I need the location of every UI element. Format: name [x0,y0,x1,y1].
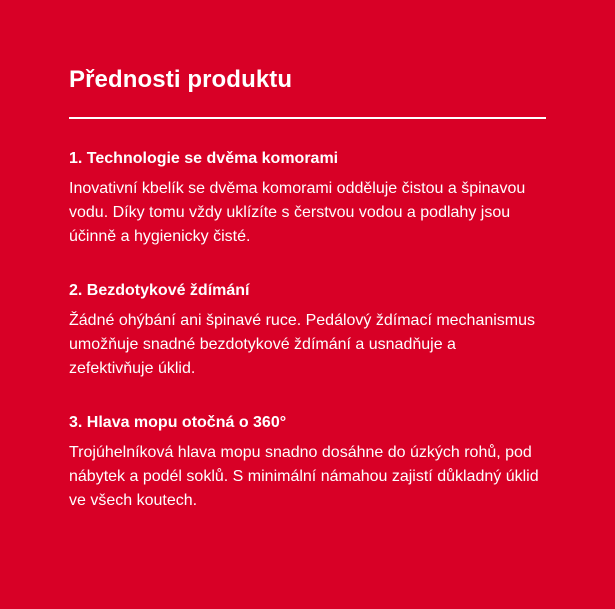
feature-item-two-chamber [69,148,545,249]
features-list [69,148,545,513]
title-divider [69,117,546,119]
feature-heading: 1. Technologie se dvěma komorami [69,150,339,167]
feature-description: Žádné ohýbání ani špinavé ruce. Pedálový ždímací mechanismus umožňuje snadné bezdotykové ždímání a usnadňuje a zefektivňuje úklid. [69,312,536,377]
feature-heading: 3. Hlava mopu otočná o 360° [69,414,287,431]
section-title: Přednosti produktu [69,66,293,93]
feature-description: Inovativní kbelík se dvěma komorami odděluje čistou a špinavou vodu. Díky tomu vždy uklízíte s čerstvou vodou a podlahy jsou účinně a hygienicky čisté. [69,180,526,245]
feature-heading: 2. Bezdotykové ždímání [69,282,250,299]
feature-description: Trojúhelníková hlava mopu snadno dosáhne do úzkých rohů, pod nábytek a podél soklů. S minimální námahou zajistí důkladný úklid ve všech koutech. [69,444,539,509]
feature-item-rotating-mop-head [69,412,545,513]
feature-item-touchless-wringing [69,280,545,381]
